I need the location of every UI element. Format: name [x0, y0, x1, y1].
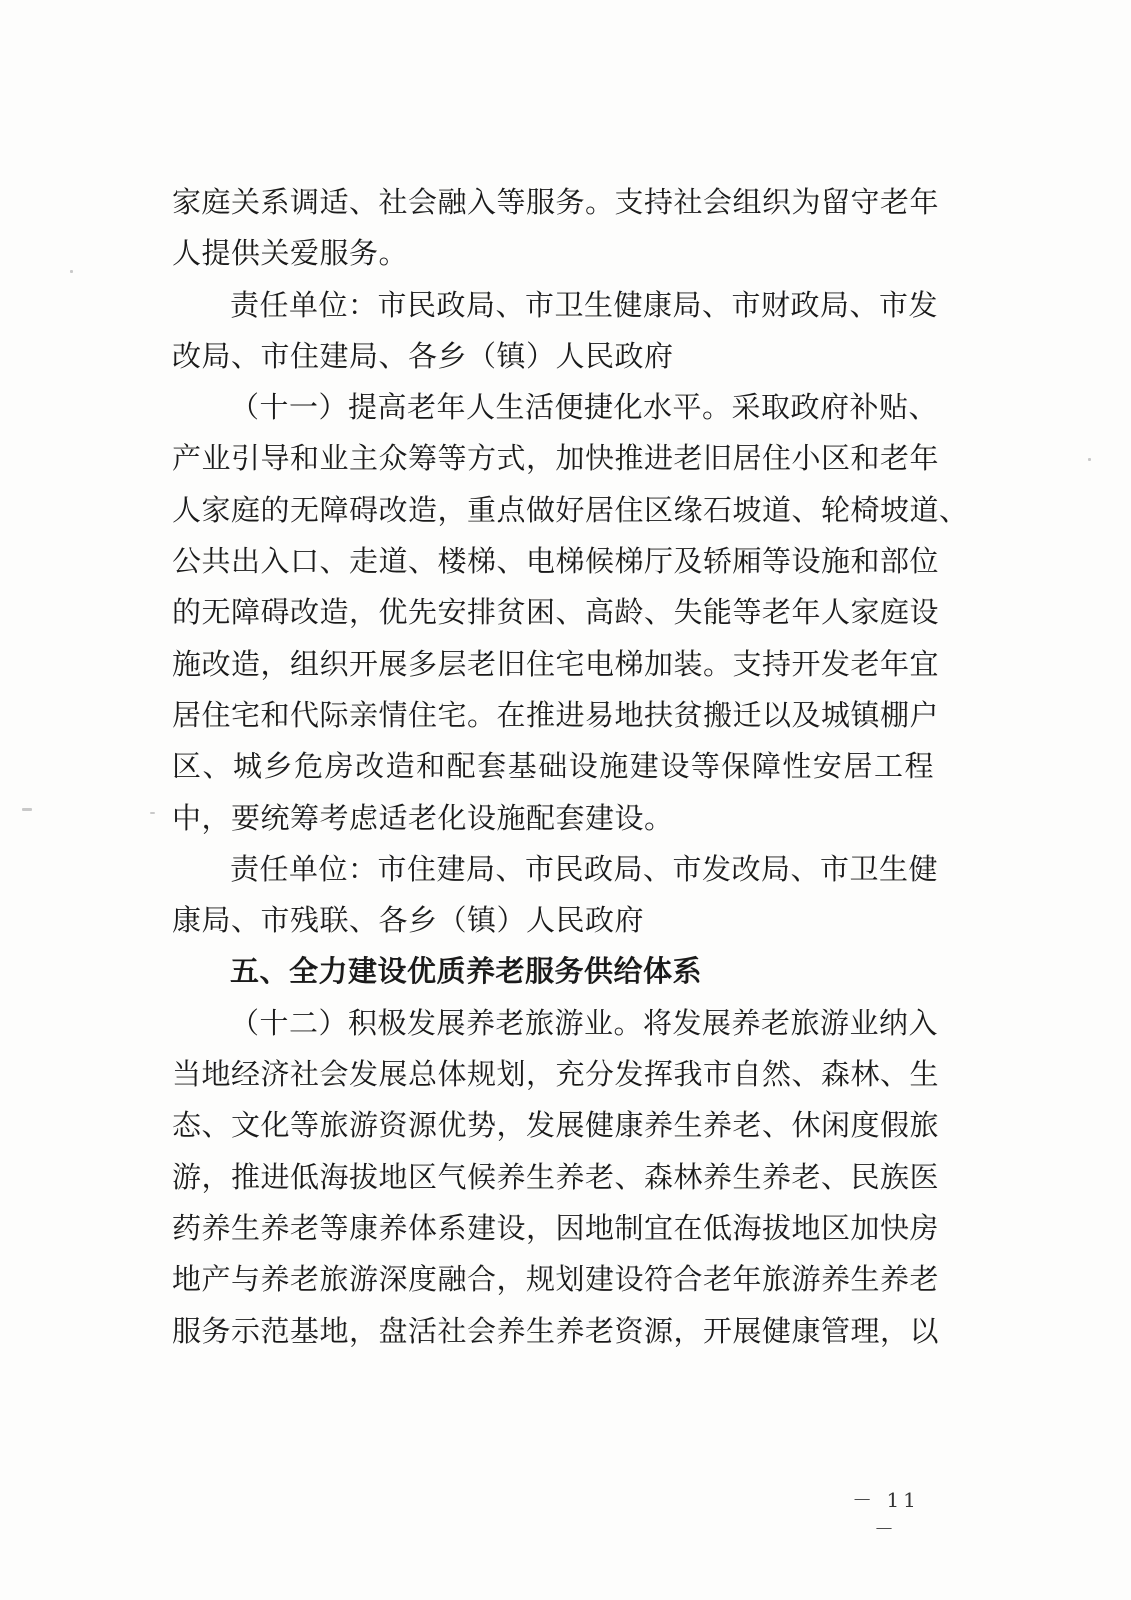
- paragraph-line: 产业引导和业主众筹等方式，加快推进老旧居住小区和老年: [172, 441, 940, 476]
- scan-speck: [1088, 458, 1091, 461]
- paragraph-line: 区、城乡危房改造和配套基础设施建设等保障性安居工程: [172, 749, 934, 784]
- section-12-line: （十二）积极发展养老旅游业。将发展养老旅游业纳入: [230, 1005, 939, 1040]
- responsible-units-line: 改局、市住建局、各乡（镇）人民政府: [172, 338, 674, 373]
- paragraph-line: 中，要统筹考虑适老化设施配套建设。: [172, 800, 674, 835]
- paragraph-line: 的无障碍改造，优先安排贫困、高龄、失能等老年人家庭设: [172, 595, 940, 630]
- page-number: － 11 －: [852, 1488, 920, 1541]
- paragraph-line: 服务示范基地，盘活社会养生养老资源，开展健康管理，以: [172, 1313, 940, 1348]
- paragraph-line: 施改造，组织开展多层老旧住宅电梯加装。支持开发老年宜: [172, 646, 940, 681]
- paragraph-line: 人提供关爱服务。: [172, 236, 409, 271]
- paragraph-line: 公共出入口、走道、楼梯、电梯候梯厅及轿厢等设施和部位: [172, 544, 940, 579]
- section-11-line: （十一）提高老年人生活便捷化水平。采取政府补贴、: [230, 390, 939, 425]
- paragraph-line: 人家庭的无障碍改造，重点做好居住区缘石坡道、轮椅坡道、: [172, 492, 969, 527]
- responsible-units-line: 责任单位：市住建局、市民政局、市发改局、市卫生健: [230, 851, 939, 886]
- paragraph-line: 地产与养老旅游深度融合，规划建设符合老年旅游养生养老: [172, 1262, 940, 1297]
- scan-speck: [150, 812, 155, 814]
- paragraph-line: 态、文化等旅游资源优势，发展健康养生养老、休闲度假旅: [172, 1108, 940, 1143]
- paragraph-line: 家庭关系调适、社会融入等服务。支持社会组织为留守老年: [172, 185, 940, 219]
- paragraph-line: 当地经济社会发展总体规划，充分发挥我市自然、森林、生: [172, 1057, 940, 1092]
- section-heading: 五、全力建设优质养老服务供给体系: [230, 954, 703, 989]
- body-text: [172, 177, 969, 1357]
- scan-speck: [22, 808, 32, 811]
- scan-speck: [70, 270, 73, 273]
- responsible-units-line: 康局、市残联、各乡（镇）人民政府: [172, 903, 645, 938]
- paragraph-line: 药养生养老等康养体系建设，因地制宜在低海拔地区加快房: [172, 1210, 940, 1245]
- paragraph-line: 游，推进低海拔地区气候养生养老、森林养生养老、民族医: [172, 1159, 940, 1194]
- responsible-units-line: 责任单位：市民政局、市卫生健康局、市财政局、市发: [230, 287, 939, 322]
- paragraph-line: 居住宅和代际亲情住宅。在推进易地扶贫搬迁以及城镇棚户: [172, 697, 940, 732]
